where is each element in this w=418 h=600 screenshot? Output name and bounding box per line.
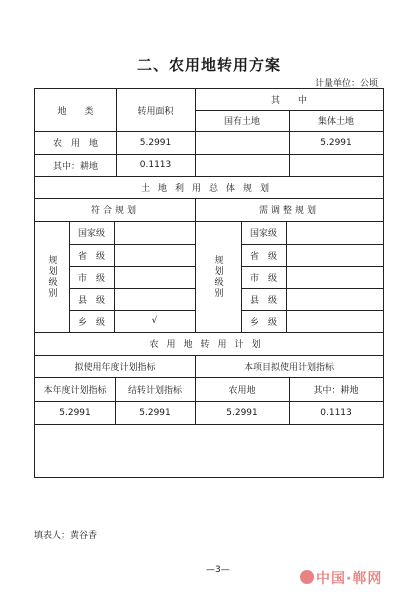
value-annual: 5.2991: [59, 407, 91, 418]
level-province: 省 级: [77, 251, 105, 262]
farmland-collective: 5.2991: [320, 137, 352, 148]
collective-land-header: 集体土地: [317, 117, 354, 127]
plan-level-label-right: 规划级别: [212, 254, 223, 299]
page-title: 二、农用地转用方案: [136, 56, 281, 74]
annual-indicator-header: 拟使用年度计划指标: [74, 362, 156, 373]
level-national: 国家级: [77, 229, 105, 239]
cultivated-area: 0.1113: [139, 160, 172, 170]
conform-mark-township: √: [151, 316, 158, 326]
adjust-level-township: 乡 级: [249, 317, 277, 328]
farmland-area: 5.2991: [139, 137, 172, 148]
state-land-header: 国有土地: [223, 117, 260, 127]
adjust-level-county: 县 级: [249, 295, 277, 306]
value-farmland: 5.2991: [226, 407, 258, 418]
sub-header-cultivated: 其中：耕地: [313, 385, 359, 396]
plan-section-title: 土地利用总体规划: [140, 183, 277, 194]
conversion-section-title: 农用地转用计划: [149, 340, 269, 350]
conversion-plan-table: [34, 88, 384, 478]
land-type-header: 地 类: [57, 106, 94, 117]
unit-label: 计量单位：公顷: [314, 79, 378, 89]
farmland-label: 农 用 地: [52, 139, 98, 149]
among-header: 其 中: [270, 96, 307, 106]
sub-header-carryover: 结转计划指标: [127, 385, 182, 396]
cultivated-label: 其中：耕地: [52, 161, 98, 172]
value-cultivated: 0.1113: [320, 407, 352, 418]
plan-level-label-left: 规划级别: [46, 254, 57, 299]
adjust-level-city: 市 级: [249, 273, 277, 284]
page-number: —3—: [206, 565, 230, 575]
sub-header-farmland: 农用地: [228, 385, 256, 396]
sub-header-annual: 本年度计划指标: [43, 385, 107, 396]
level-county: 县 级: [77, 295, 105, 306]
project-indicator-header: 本项目拟使用计划指标: [243, 362, 334, 373]
watermark-emblem-icon: [300, 570, 314, 584]
adjust-level-national: 国家级: [249, 229, 277, 239]
level-township: 乡 级: [77, 317, 105, 328]
filler-label: 填表人：黄谷香: [34, 531, 98, 541]
adjust-plan-header: 需调整规划: [258, 206, 319, 216]
watermark: 中国·郸网: [316, 571, 383, 587]
value-carryover: 5.2991: [139, 407, 171, 418]
conform-plan-header: 符合规划: [90, 206, 139, 216]
conversion-area-header: 转用面积: [137, 106, 174, 117]
adjust-level-province: 省 级: [249, 251, 277, 262]
level-city: 市 级: [77, 273, 105, 284]
